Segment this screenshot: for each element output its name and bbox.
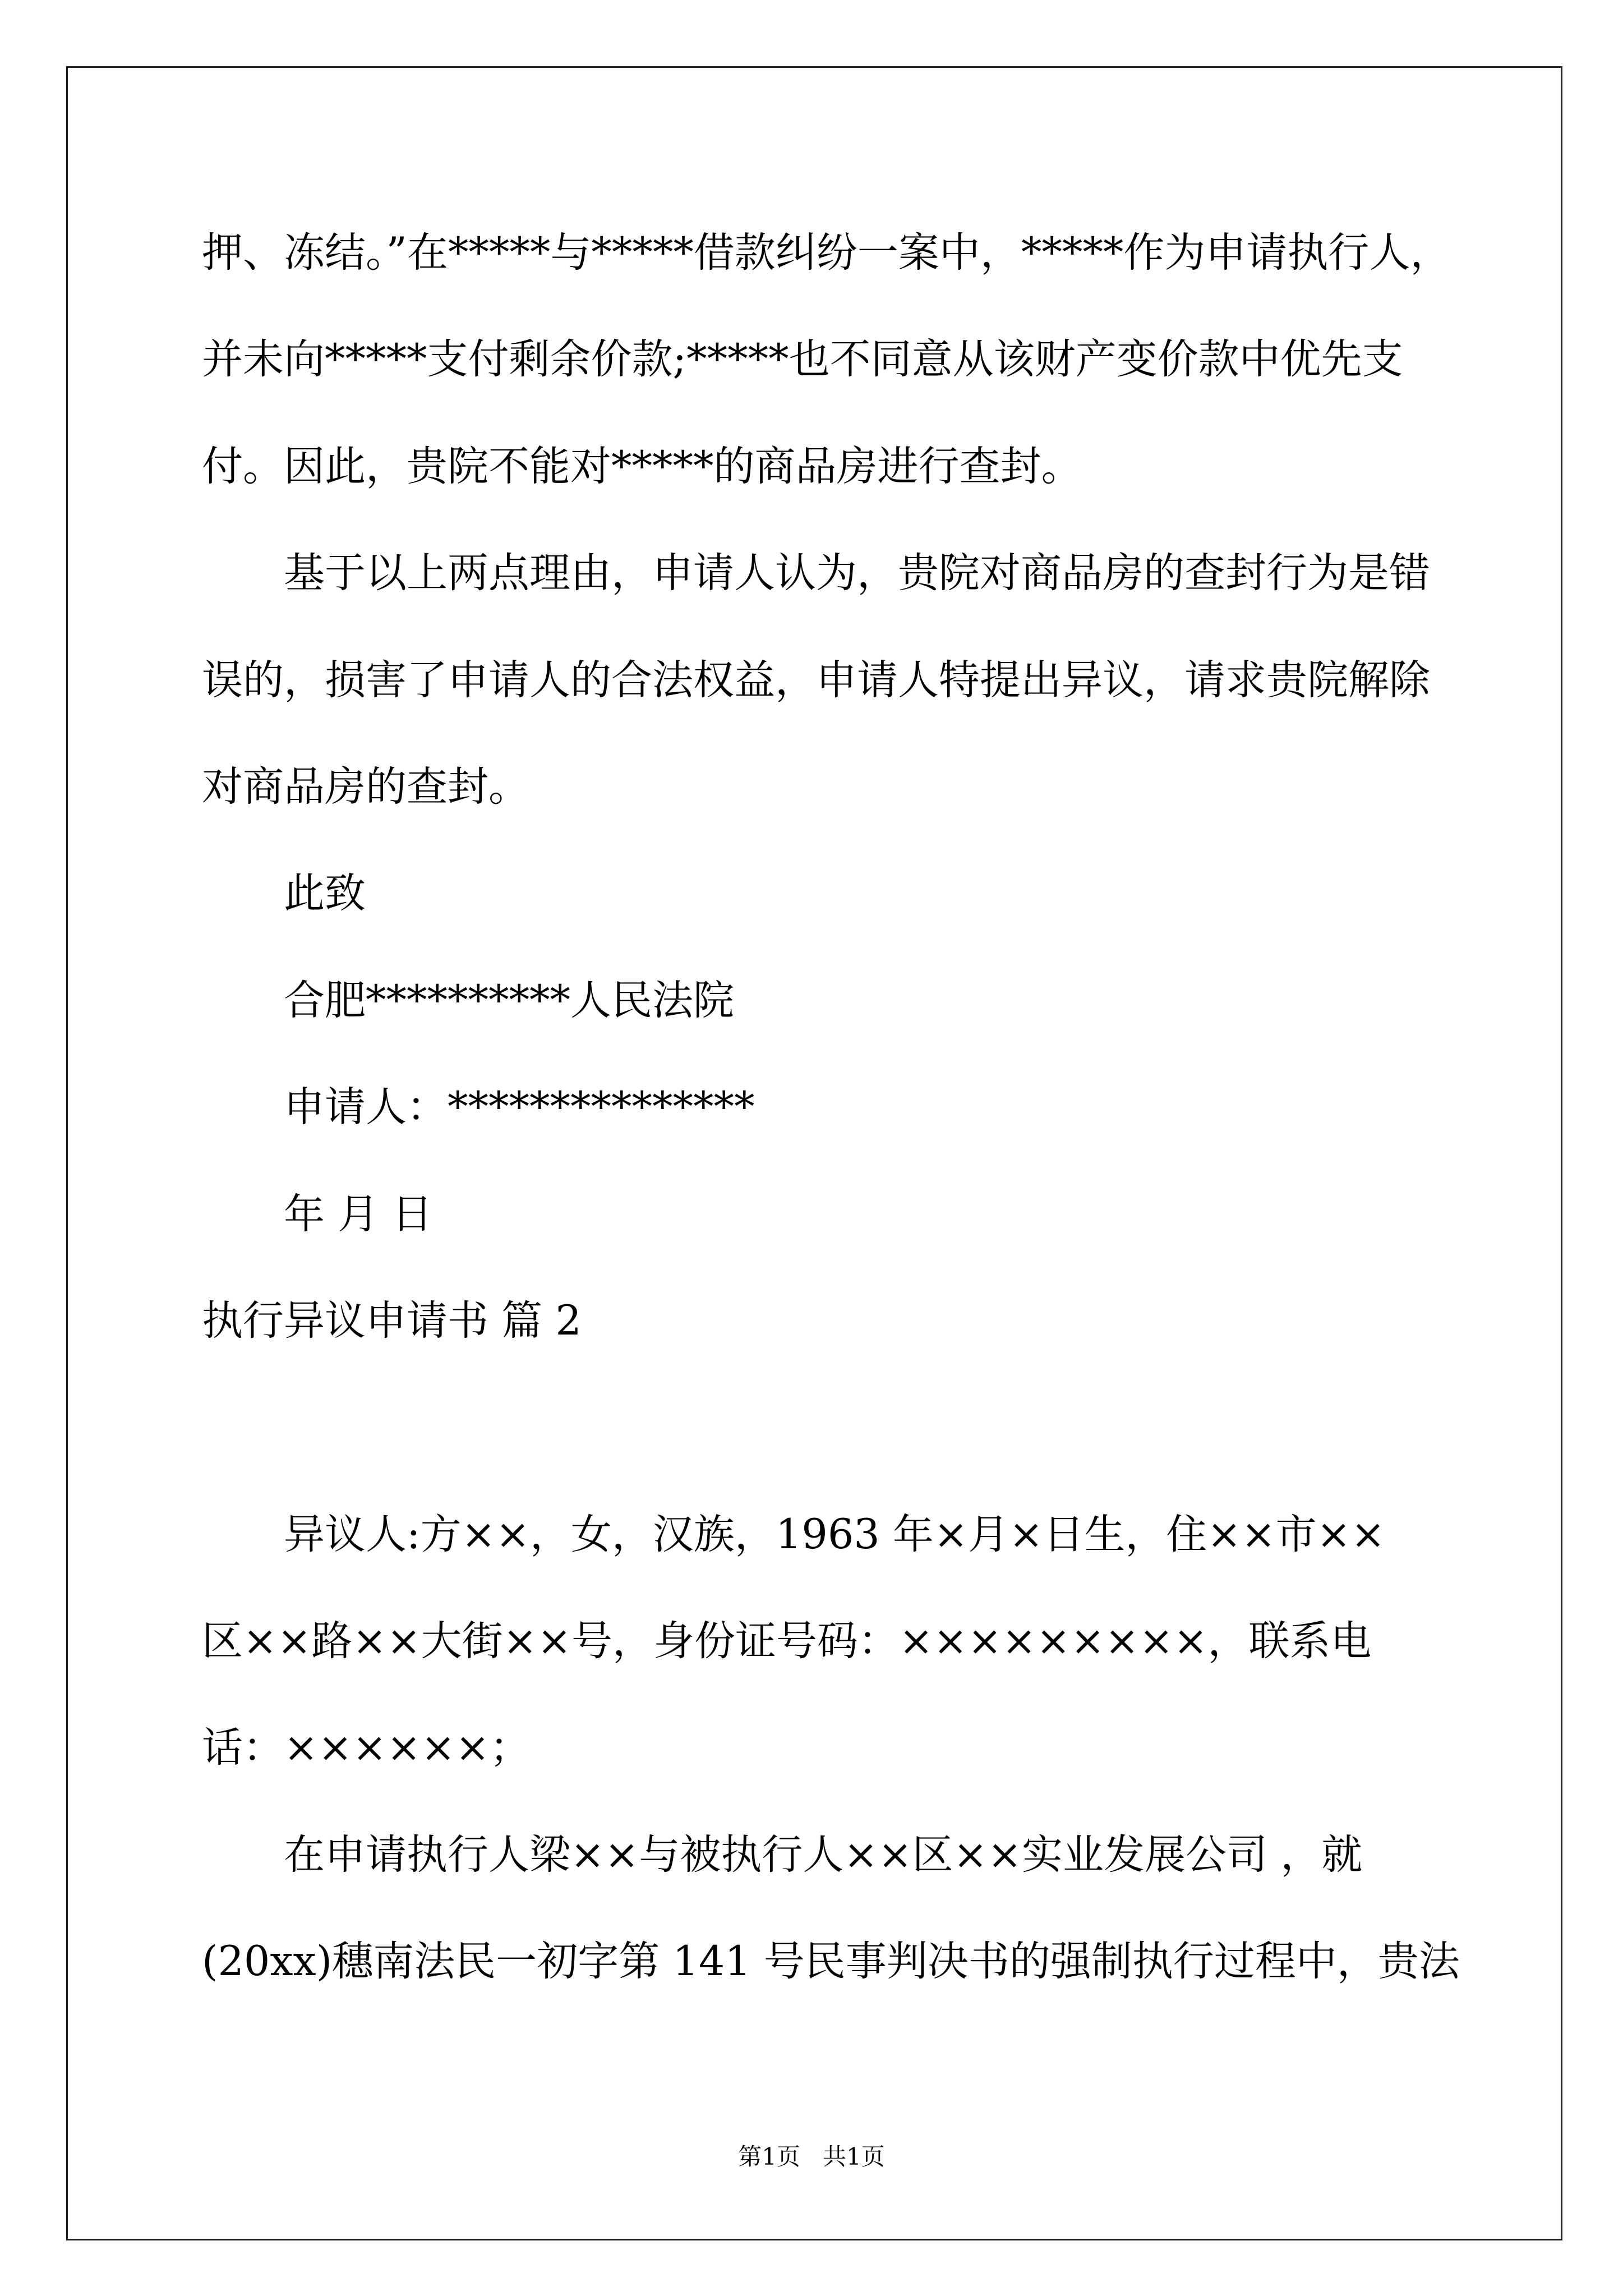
paragraph-start-line: 异议人:方××，女，汉族，1963 年×月×日生，住××市×× [284,1510,1385,1558]
blank-line [202,1374,1537,1481]
body-line: (20xx)穗南法民一初字第 141 号民事判决书的强制执行过程中，贵法 [202,1938,1460,1986]
body-line: 话：××××××； [202,1724,531,1772]
page-footer: 第1页 共1页 [738,2143,885,2170]
date-line: 年 月 日 [284,1190,433,1238]
body-line: 付。因此，贵院不能对*****的商品房进行查封。 [202,442,1082,490]
body-line: 误的，损害了申请人的合法权益，申请人特提出异议，请求贵院解除 [202,656,1430,704]
body-line: 对商品房的查封。 [202,762,529,811]
body-line: 并未向*****支付剩余价款;*****也不同意从该财产变价款中优先支 [202,335,1403,384]
recipient-court-line: 合肥**********人民法院 [284,976,734,1024]
section-heading: 执行异议申请书 篇 2 [202,1296,582,1345]
applicant-signature-line: 申请人：*************** [284,1083,755,1131]
salutation-line: 此致 [284,869,366,918]
document-body [202,200,1537,2016]
paragraph-start-line: 基于以上两点理由，申请人认为，贵院对商品房的查封行为是错 [284,549,1430,597]
paragraph-start-line: 在申请执行人梁××与被执行人××区××实业发展公司 ，就 [284,1830,1363,1879]
body-line: 区××路××大街××号，身份证号码：×××××××××，联系电 [202,1617,1372,1665]
body-line: 押、冻结。”在*****与*****借款纠纷一案中，*****作为申请执行人， [202,229,1451,277]
